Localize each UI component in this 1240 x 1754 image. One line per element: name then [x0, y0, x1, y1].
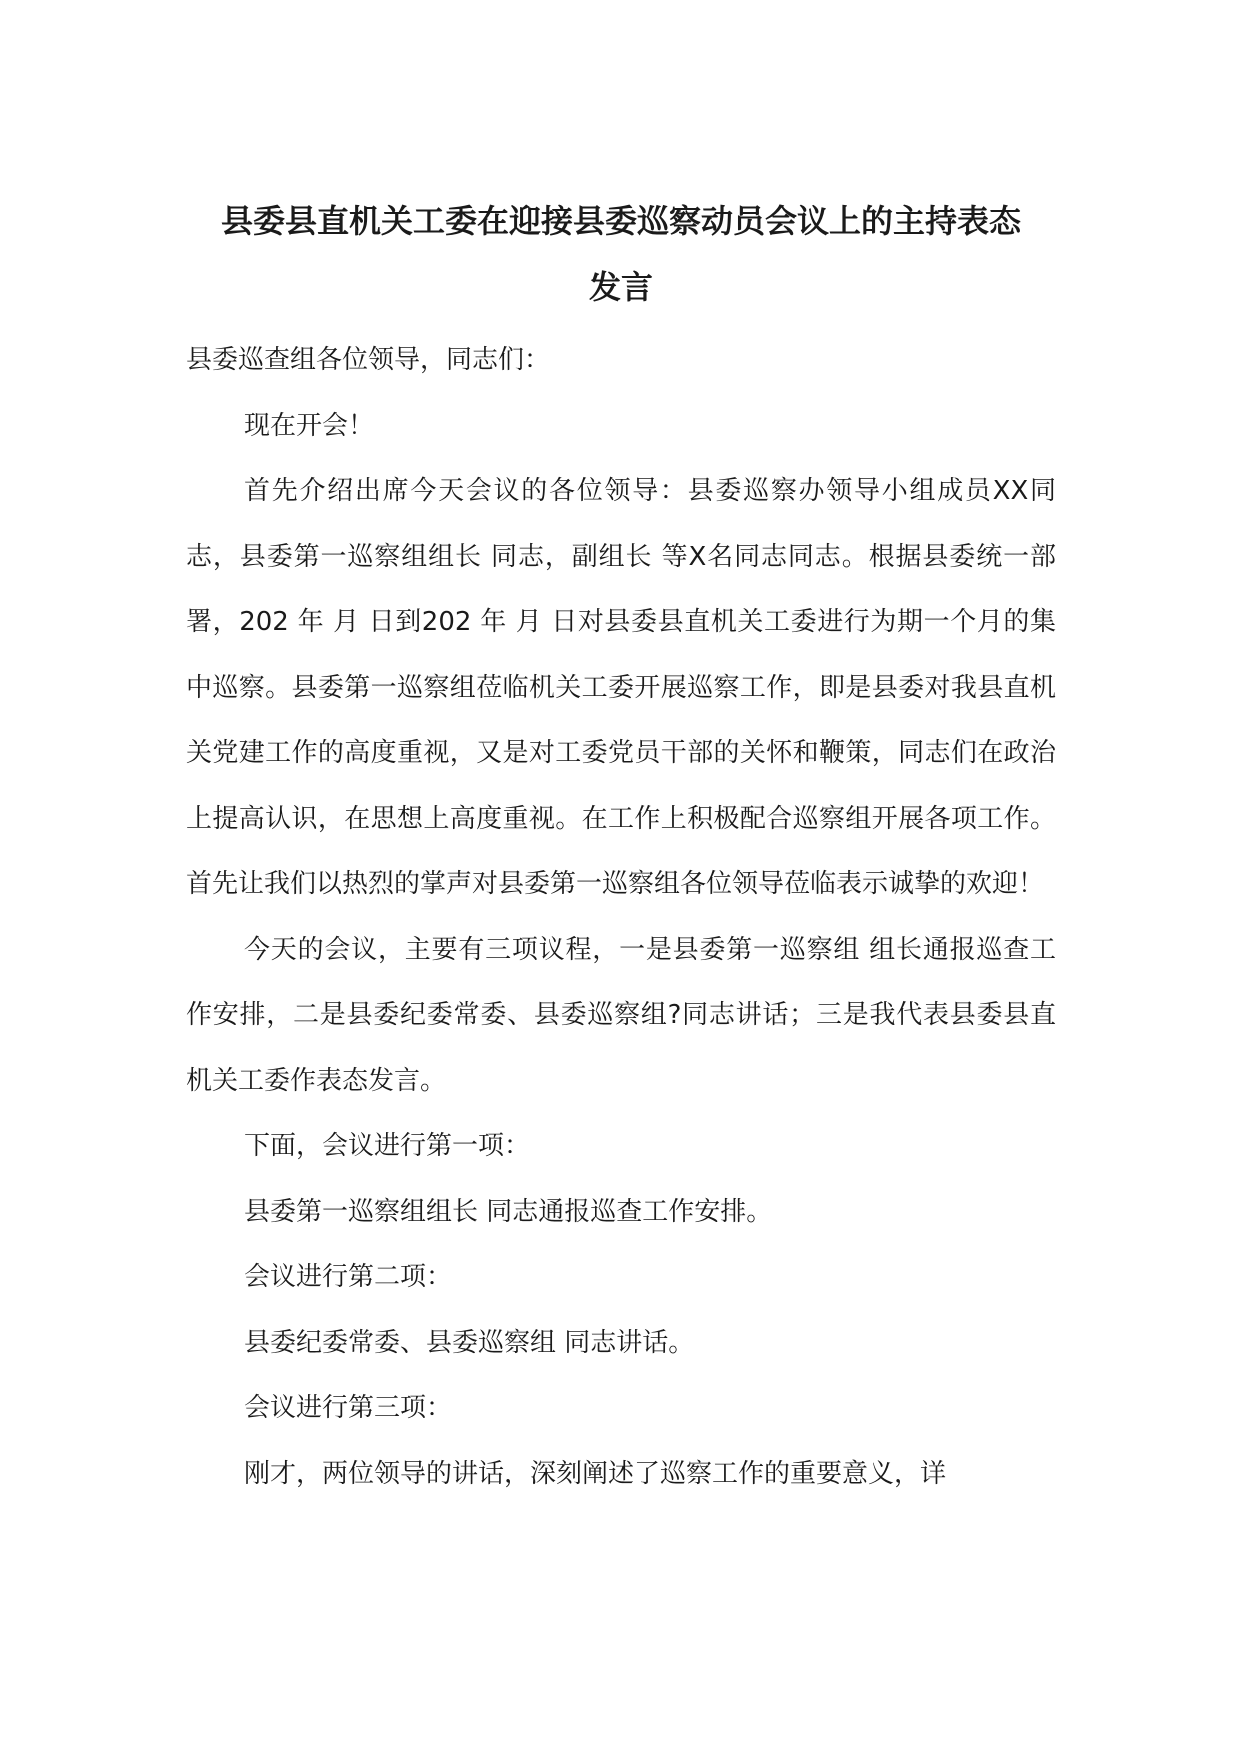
document-body: [186, 188, 1056, 1507]
title-line-1: 县委县直机关工委在迎接县委巡察动员会议上的主持表态: [220, 202, 1021, 240]
paragraph-agenda: 今天的会议，主要有三项议程，一是县委第一巡察组 组长通报巡查工作安排，二是县委纪委常委、县委巡察组?同志讲话；三是我代表县委县直机关工委作表态发言。: [186, 934, 1056, 1096]
salutation: 县委巡查组各位领导，同志们：: [186, 345, 551, 375]
paragraph-item-two: 会议进行第二项：: [244, 1262, 453, 1292]
paragraph-item-one: 下面，会议进行第一项：: [244, 1131, 531, 1161]
paragraph-closing: 刚才，两位领导的讲话，深刻阐述了巡察工作的重要意义，详: [244, 1458, 947, 1489]
paragraph-item-three: 会议进行第三项：: [244, 1393, 453, 1423]
paragraph-open-meeting: 现在开会！: [244, 410, 375, 441]
paragraph-item-two-detail: 县委纪委常委、县委巡察组 同志讲话。: [244, 1327, 695, 1358]
document-title: [186, 188, 1056, 320]
paragraph-introduction: 首先介绍出席今天会议的各位领导：县委巡察办领导小组成员XX同志，县委第一巡察组组长 同志，副组长 等X名同志同志。根据县委统一部署，202 年 月 日到202 年 月 日对县委县直机关工委进行为期一个月的集中巡察。县委第一巡察组莅临机关工委开展巡察工作，即是县委对我县直机关党建工作的高度重视，又是对工委党员干部的关怀和鞭策，同志们在政治上提高认识，在思想上高度重视。在工作上积极配合巡察组开展各项工作。首先让我们以热烈的掌声对县委第一巡察组各位领导莅临表示诚挚的欢迎！: [186, 476, 1056, 899]
paragraph-item-one-detail: 县委第一巡察组组长 同志通报巡查工作安排。: [244, 1196, 773, 1227]
title-line-2: 发言: [588, 268, 653, 306]
